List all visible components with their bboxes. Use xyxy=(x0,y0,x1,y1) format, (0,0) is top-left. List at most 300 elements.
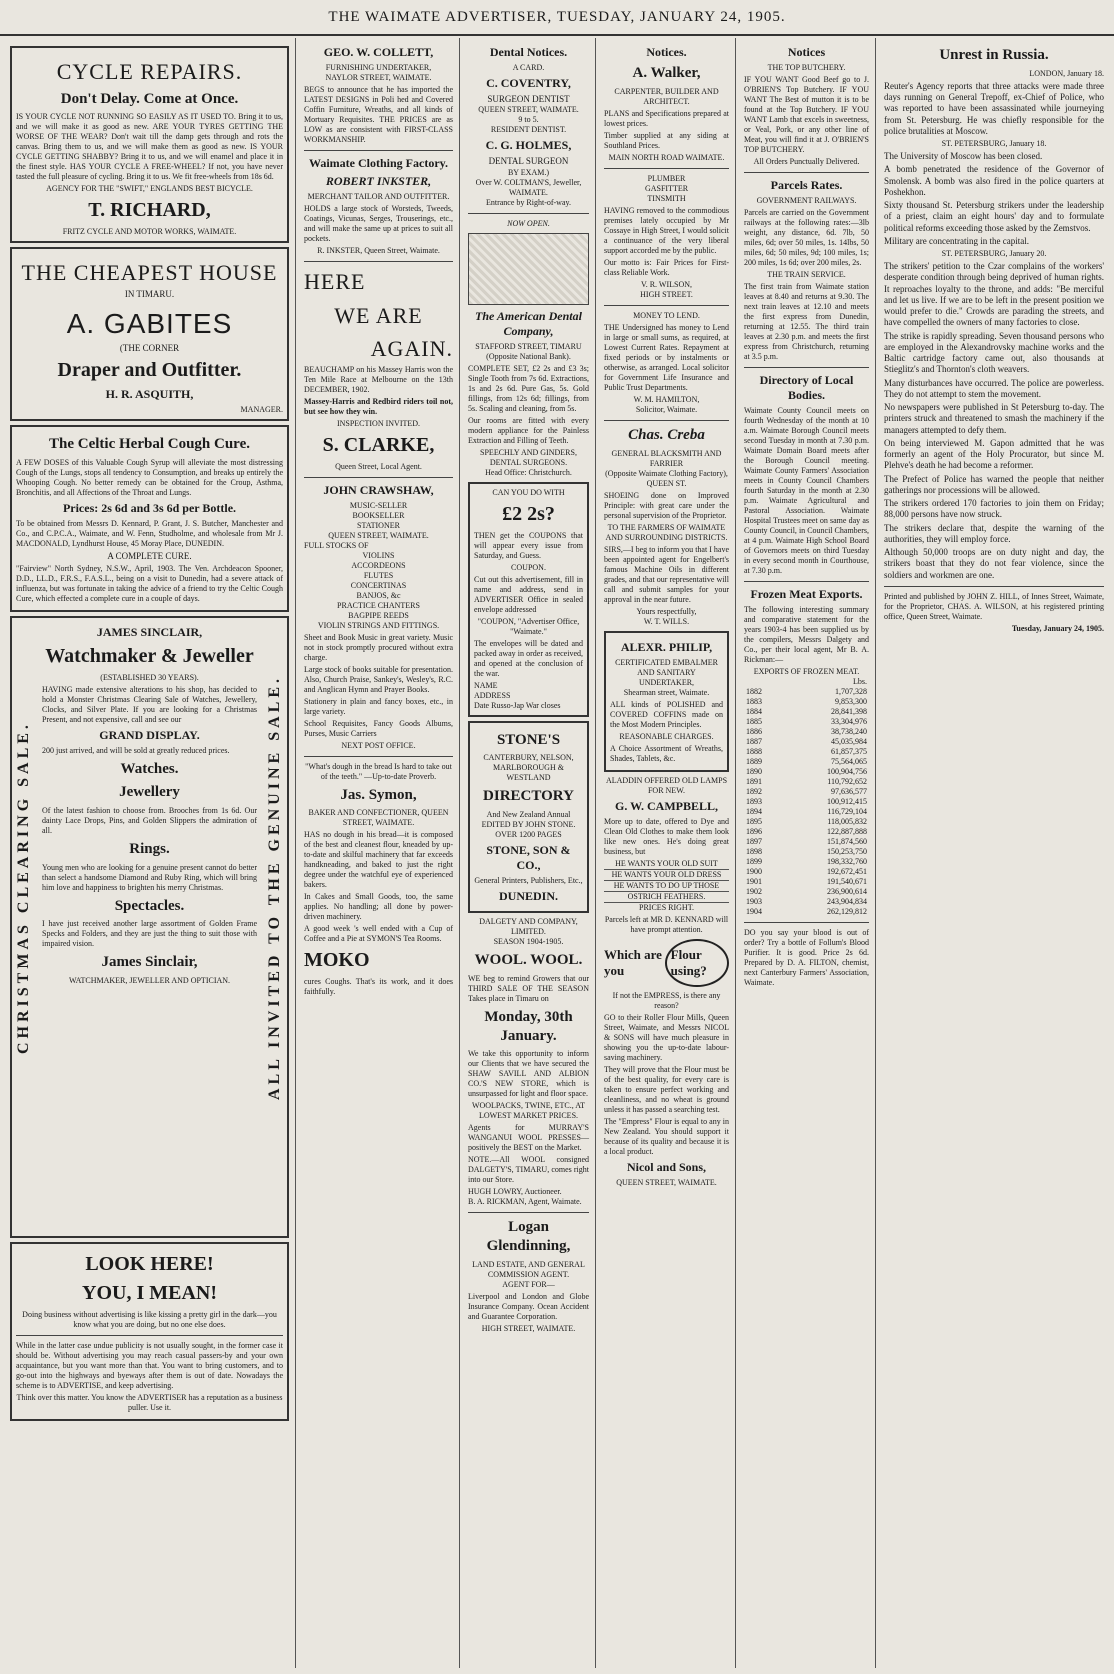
celtic-prices: Prices: 2s 6d and 3s 6d per Bottle. xyxy=(62,501,237,515)
exports-lbs: 243,904,834 xyxy=(827,897,867,906)
hours: 9 to 5. xyxy=(518,115,539,125)
american-rooms: Our rooms are fitted with every modern appliance for the Painless Extraction and Filling of Teeth. xyxy=(468,415,589,445)
exports-lbs: 1,707,328 xyxy=(835,687,867,696)
exports-row xyxy=(744,767,869,777)
a-card: A CARD. xyxy=(512,63,545,72)
exports-lbs: 100,904,756 xyxy=(827,767,867,776)
collett-name: GEO. W. COLLETT, xyxy=(323,45,434,59)
exports-lbs: 110,792,652 xyxy=(827,777,867,786)
entrance: Entrance by Right-of-way. xyxy=(485,197,571,207)
gabites-name: A. GABITES xyxy=(66,308,233,339)
exports-lbs: 116,729,104 xyxy=(827,807,867,816)
campbell-line: HE WANTS YOUR OLD DRESS xyxy=(604,870,729,881)
now-open: NOW OPEN. xyxy=(507,218,550,228)
monday: Monday, 30th January. xyxy=(484,1008,573,1044)
campbell: G. W. CAMPBELL, xyxy=(614,798,719,813)
exports-lbs: 262,129,812 xyxy=(827,907,867,916)
stocks: FULL STOCKS OF xyxy=(304,540,369,550)
coventry-addr: QUEEN STREET, WAIMATE. xyxy=(478,105,579,115)
notices-2: Notices xyxy=(787,45,826,59)
coupon-rules: The envelopes will be dated and packed away in order as received, and opened at the conclusion of the war. xyxy=(474,638,583,678)
stationer: STATIONER xyxy=(357,520,400,530)
coupon-address-field[interactable]: ADDRESS xyxy=(474,690,511,700)
stones-firm: STONE, SON & CO., xyxy=(486,843,571,872)
look-body: Doing business without advertising is like kissing a pretty girl in the dark—you know what you are doing, but no one else does. xyxy=(22,1310,277,1330)
campbell-line: OSTRICH FEATHERS. xyxy=(604,892,729,903)
exports-lbs: 151,874,560 xyxy=(827,837,867,846)
imprint-date: Tuesday, January 24, 1905. xyxy=(1011,623,1104,633)
sinclair-signature: James Sinclair, xyxy=(101,954,198,971)
asquith: H. R. ASQUITH, xyxy=(105,387,194,402)
american-body: COMPLETE SET, £2 2s and £3 3s; Single Tooth from 7s 6d. Extractions, 1s and 2s 6d. Pure Gas, 5s. Gold fillings, from 12s 6d; fillings, from 5s. Scaling and cleaning, from 5s. xyxy=(468,363,589,413)
money: MONEY TO LEND. xyxy=(633,310,700,320)
exports-row xyxy=(744,837,869,847)
stones-dunedin: DUNEDIN. xyxy=(498,889,558,903)
train-service: THE TRAIN SERVICE. xyxy=(767,270,846,279)
exports-year: 1899 xyxy=(746,857,762,866)
strikers: Sixty thousand St. Petersburg strikers under the leadership of a priest, claim an eight hours' day and to formulate political reforms exceeding those asked by the Zemstvos. xyxy=(884,200,1104,233)
exports-lbs: 75,564,065 xyxy=(831,757,867,766)
cycle-agency: AGENCY FOR THE "SWIFT," ENGLANDS BEST BICYCLE. xyxy=(46,184,253,194)
unrest-body: Reuter's Agency reports that three attacks were made three days running on General Trepoff, ex-Chief of Police, who was reported to have been assassinated while journeying from St. Petersburg. He was chiefly responsible for the police brutalities at Moscow. xyxy=(884,80,1104,136)
empress-body: GO to their Roller Flour Mills, Queen Street, Waimate, and Messrs NICOL & SONS will have much pleasure in showing you the up-to-date labour-saving machinery. xyxy=(604,1013,729,1062)
american-dental: The American Dental Company, xyxy=(475,308,582,338)
disturbances: Many disturbances have occurred. The police are powerless. They do not attempt to stem the movement. xyxy=(884,377,1104,399)
timber: Timber supplied at any siding at Southland Prices. xyxy=(604,130,729,150)
wool-body: WE beg to remind Growers that our THIRD SALE OF THE SEASON Takes place in Timaru on xyxy=(468,973,589,1003)
logan-agencies: Liverpool and London and Globe Insurance Company. Ocean Accident and Guarantee Corporation. xyxy=(468,1291,589,1321)
inspection: INSPECTION INVITED. xyxy=(336,418,421,428)
frozen-body: The following interesting summary and comparative statement for the years 1903-4 has been supplied us by the compilers, Messrs Dalgety and Co., per their local agent, Mr B. A. Rickman:— xyxy=(744,605,869,664)
campbell-body: More up to date, offered to Dye and Clean Old Clothes to make them look like new ones. He's doing great business, but xyxy=(604,816,729,856)
exports-year: 1901 xyxy=(746,877,762,886)
sinclair-ad xyxy=(10,616,289,1238)
exports-row xyxy=(744,737,869,747)
exports-year: 1904 xyxy=(746,907,762,916)
top-butchery: THE TOP BUTCHERY. xyxy=(767,63,846,72)
blood-purifier: DO you say your blood is out of order? Try a bottle of Follum's Blood Purifier. It is good. Price 2s 6d. Prepared by D. A. FILTON, chemist, next Canterbury Farmers' Association, Waimate. xyxy=(744,928,869,987)
two-pounds: £2 2s? xyxy=(502,502,555,525)
parcels-rates: Parcels Rates. xyxy=(770,178,843,192)
stones-nz: And New Zealand Annual xyxy=(486,810,571,819)
look-here-ad xyxy=(10,1242,289,1421)
aladdin: ALADDIN OFFERED OLD LAMPS FOR NEW. xyxy=(605,775,728,795)
stones-pages: OVER 1200 PAGES xyxy=(495,830,562,839)
again: AGAIN. xyxy=(370,336,453,361)
gapon: On being interviewed M. Gapon admitted that he was formerly an agent of the Holy Procurator, but since M. Plehve's death he had become a reformer. xyxy=(884,437,1104,471)
collett-trade: FURNISHING UNDERTAKER, xyxy=(325,63,432,72)
creba-addr: (Opposite Waimate Clothing Factory), QUEEN ST. xyxy=(605,468,728,488)
plans: PLANS and Specifications prepared at lowest prices. xyxy=(604,108,729,128)
prices-right: PRICES RIGHT. xyxy=(639,902,694,912)
coupon-date-field[interactable]: Date Russo-Jap War closes xyxy=(474,700,561,710)
dental-surgeon: DENTAL SURGEON xyxy=(488,156,569,167)
celtic-ad xyxy=(10,425,289,612)
prefect: The Prefect of Police has warned the people that neither gatherings nor processions will be allowed. xyxy=(884,473,1104,495)
exports-row xyxy=(744,727,869,737)
sinclair-name: JAMES SINCLAIR, xyxy=(96,625,203,640)
inkster-sub: MERCHANT TAILOR AND OUTFITTER. xyxy=(307,192,450,201)
coupon-name-field[interactable]: NAME xyxy=(474,680,498,690)
stpete-date: ST. PETERSBURG, January 18. xyxy=(941,139,1047,148)
exports-year: 1897 xyxy=(746,837,762,846)
exports-row xyxy=(744,887,869,897)
watches-line: 200 just arrived, and will be sold at greatly reduced prices. xyxy=(42,746,230,756)
think-over: Think over this matter. You know the ADVERTISER has a reputation as a business puller. Use it. xyxy=(16,1393,283,1413)
instrument-item: PRACTICE CHANTERS xyxy=(337,600,420,610)
woolpacks: WOOLPACKS, TWINE, ETC., AT LOWEST MARKET PRICES. xyxy=(471,1101,586,1121)
can-you: CAN YOU DO WITH xyxy=(492,487,565,497)
exports-lbs: 236,900,614 xyxy=(827,887,867,896)
imprint: Printed and published by JOHN Z. HILL, of Innes Street, Waimate, for the Proprietor, CHAS. A. WILSON, at his registered printing office, Queen Street, Waimate. xyxy=(884,591,1104,621)
farmers-body: SIRS,—I beg to inform you that I have been appointed agent for Engelbert's famous Machine Oils in different grades, and that our representative will call and submit samples for your approval in the near future. xyxy=(604,544,729,604)
school: School Requisites, Fancy Goods Albums, Purses, Music Carriers xyxy=(304,718,453,738)
holmes-addr: Over W. COLTMAN'S, Jeweller, WAIMATE. xyxy=(475,177,582,197)
lbs-header: Lbs. xyxy=(853,677,867,686)
gasfitter: GASFITTER xyxy=(644,183,689,193)
coupons: THEN get the COUPONS that will appear every issue from Saturday, and Guess. xyxy=(474,530,583,560)
philip-ad xyxy=(604,631,729,772)
flour-using: Flour using? xyxy=(665,939,729,988)
wool-detail: We take this opportunity to inform our Clients that we have secured the SHAW SAVILL AND ALBION CO.'S NEW STORE, which is unsurpassed for light and floor space. xyxy=(468,1049,589,1099)
empress-prove: They will prove that the Flour must be of the best quality, for every care is taken to ensure perfect working and cleanliness, and no wheat is ground unless it has passed a searching test. xyxy=(604,1065,729,1114)
exports-lbs: 118,005,832 xyxy=(827,817,867,826)
logan-sub: LAND ESTATE, AND GENERAL COMMISSION AGENT. xyxy=(472,1259,585,1279)
spectacles-heading: Spectacles. xyxy=(114,897,185,914)
clothing-factory: Waimate Clothing Factory. xyxy=(309,156,448,170)
motto: Our motto is: Fair Prices for First-class Reliable Work. xyxy=(604,257,729,277)
beauchamp: BEAUCHAMP on his Massey Harris won the Ten Mile Race at Melbourne on the 13th DECEMBER, 1902. xyxy=(304,364,453,394)
instrument-item: CONCERTINAS xyxy=(350,580,407,590)
stones-sub: CANTERBURY, NELSON, MARLBOROUGH & WESTLAND xyxy=(483,753,574,783)
exports-year: 1893 xyxy=(746,797,762,806)
nicol-addr: QUEEN STREET, WAIMATE. xyxy=(616,1178,717,1187)
column-3 xyxy=(462,38,596,1668)
philip-body: ALL kinds of POLISHED and COVERED COFFINS made on the Most Modern Principles. xyxy=(610,699,723,729)
exports-row xyxy=(744,857,869,867)
surgeon-dentist: SURGEON DENTIST xyxy=(487,94,570,104)
cycle-body: IS YOUR CYCLE NOT RUNNING SO EASILY AS IT USED TO. Bring it to us, and we will make it as good as new. ARE YOUR TYRES GETTING THE WORSE OF THE WEAR? Don't wait till the damp gets through and rots the canvas. Bring them to us, and we will make them as good as new. IS YOUR CYCLE GETTING SHABBY? Bring it to us, and we will enamel and place it in the finest style. HAS YOUR CYCLE A FREE-WHEEL? If not, you have never tasted the full pleasure of cycling. Bring it to us. We fit free-wheels from 18s 6d. xyxy=(16,112,283,182)
exports-lbs: 198,332,760 xyxy=(827,857,867,866)
exports-year: 1885 xyxy=(746,717,762,726)
complete-cure: A COMPLETE CURE. xyxy=(107,551,192,561)
manager: MANAGER. xyxy=(240,405,283,415)
creba: Chas. Creba xyxy=(628,426,705,443)
exports-row xyxy=(744,757,869,767)
cheapest-house: THE CHEAPEST HOUSE xyxy=(21,260,278,286)
celtic-body: A FEW DOSES of this Valuable Cough Syrup will alleviate the most distressing Cough of the Lungs, stops all tendency to Consumption, and breaks up entirely the Whooping Cough. No better remedy can be obtained for the Croup, Asthma, Bronchitis, and all Affections of the Throat and Lungs. xyxy=(16,458,283,497)
empress: If not the EMPRESS, is there any reason? xyxy=(612,991,721,1010)
rings-body: Young men who are looking for a genuine present cannot do better than select a handsome Diamond and Ruby Ring, which will bring him love and happiness to brighten his merry Christmas. xyxy=(42,862,257,892)
exports-row xyxy=(744,697,869,707)
murray: Agents for MURRAY'S WANGANUI WOOL PRESSES—positively the BEST on the Market. xyxy=(468,1123,589,1153)
rings-heading: Rings. xyxy=(129,840,170,857)
plumber: PLUMBER xyxy=(647,173,686,183)
gift-books: Large stock of books suitable for presentation. Also, Church Praise, Sankey's, Wesley's, R.C. and Anglican Hymn and Prayer Books. xyxy=(304,664,453,694)
instrument-list xyxy=(304,551,453,631)
instrument-item: VIOLIN STRINGS AND FITTINGS. xyxy=(317,620,440,630)
philip: ALEXR. PHILIP, xyxy=(620,639,713,654)
university: The University of Moscow has been closed. xyxy=(884,151,1043,161)
exports-row xyxy=(744,877,869,887)
philip-trade: CERTIFICATED EMBALMER AND SANITARY UNDERTAKER, xyxy=(615,657,718,687)
stationery: Stationery in plain and fancy boxes, etc., in large variety. xyxy=(304,696,453,716)
inkster-body: HOLDS a large stock of Worsteds, Tweeds, Coatings, Vicunas, Serges, Trouserings, etc., and will make the same up at prices to suit all pockets. xyxy=(304,204,453,243)
instrument-item: FLUTES xyxy=(363,570,394,580)
moko-body: cures Coughs. That's its work, and it does faithfully. xyxy=(304,977,453,997)
celtic-title: The Celtic Herbal Cough Cure. xyxy=(49,436,250,453)
no-papers: No newspapers were published in St Petersburg to-day. The printers struck and threatened to smash the machinery if the managers attempted to defy them. xyxy=(884,402,1104,435)
orders: All Orders Punctually Delivered. xyxy=(753,157,860,166)
inkster-sig: R. INKSTER, Queen Street, Waimate. xyxy=(317,246,440,255)
exports-year: 1884 xyxy=(746,707,762,716)
wreaths: A Choice Assortment of Wreaths, Shades, Tablets, &c. xyxy=(610,743,723,763)
stones-printers: General Printers, Publishers, Etc., xyxy=(474,876,583,885)
wills: W. T. WILLS. xyxy=(643,616,690,626)
exports-year: 1894 xyxy=(746,807,762,816)
money-body: THE Undersigned has money to Lend in large or small sums, as required, at Lowest Current Rates. Repayment at fixed periods or by instalments or otherwise, as arranged. Local solicitor for Government Life Insurance and Public Trust Departments. xyxy=(604,322,729,392)
shoeing: SHOEING done on Improved Principle: with great care under the personal supervision of the Proprietor. xyxy=(604,490,729,520)
american-addr: STAFFORD STREET, TIMARU (Opposite National Bank). xyxy=(475,341,582,361)
proverb: "What's dough in the bread Is hard to take out of the teeth." —Up-to-date Proverb. xyxy=(305,761,452,781)
crawshaw-name: JOHN CRAWSHAW, xyxy=(323,482,434,497)
tinsmith: TINSMITH xyxy=(647,193,686,203)
walker-trade: CARPENTER, BUILDER AND ARCHITECT. xyxy=(614,86,719,106)
coupon-heading: COUPON. xyxy=(511,562,546,572)
rickman: B. A. RICKMAN, Agent, Waimate. xyxy=(468,1197,582,1207)
lowry: HUGH LOWRY, Auctioneer. xyxy=(468,1187,562,1197)
stones-directory: DIRECTORY xyxy=(483,788,574,805)
exports-row xyxy=(744,817,869,827)
coventry-name: C. COVENTRY, xyxy=(486,76,571,90)
crawshaw-addr: QUEEN STREET, WAIMATE. xyxy=(328,530,429,540)
exports-row xyxy=(744,797,869,807)
butchery-body: IF YOU WANT Good Beef go to J. O'BRIEN'S Top Butchery. IF YOU WANT The Best of mutton it is to be found at the Top Butchery. IF YOU WANT Lamb that excels in sweetness, or Veal, Pork, or any other line of Meat, you will find it at J. O'BRIEN'S TOP BUTCHERY. xyxy=(744,75,869,154)
exports-lbs: 97,636,577 xyxy=(831,787,867,796)
exports-lbs: 28,841,398 xyxy=(831,707,867,716)
exports-head: EXPORTS OF FROZEN MEAT. xyxy=(753,667,860,676)
cycle-subtitle: Don't Delay. Come at Once. xyxy=(60,90,239,107)
bomb: A bomb penetrated the residence of the Governor of Smolensk. A bomb was also fired in the police quarters at Poshekhon. xyxy=(884,164,1104,197)
exports-row xyxy=(744,867,869,877)
notices: Notices. xyxy=(646,45,687,59)
campbell-line: HE WANTS TO DO UP THOSE xyxy=(604,881,729,892)
exports-lbs: 33,304,976 xyxy=(831,717,867,726)
exports-year: 1896 xyxy=(746,827,762,836)
sheet-music: Sheet and Book Music in great variety. Music not in stock promptly procured without extra charge. xyxy=(304,632,453,662)
richard-sub: FRITZ CYCLE AND MOTOR WORKS, WAIMATE. xyxy=(62,227,237,237)
parcels-left: Parcels left at MR D. KENNARD will have prompt attention. xyxy=(604,914,729,934)
symon-sub: BAKER AND CONFECTIONER, QUEEN STREET, WAIMATE. xyxy=(308,808,449,828)
column-6 xyxy=(878,38,1110,1668)
massey: Massey-Harris and Redbird riders toil not, but see how they win. xyxy=(304,396,453,416)
dalgety: DALGETY AND COMPANY, LIMITED. xyxy=(479,917,578,936)
masthead: THE WAIMATE ADVERTISER, TUESDAY, JANUARY 24, 1905. xyxy=(0,0,1114,36)
main-north: MAIN NORTH ROAD WAIMATE. xyxy=(608,152,725,162)
exports-year: 1887 xyxy=(746,737,762,746)
exports-year: 1892 xyxy=(746,787,762,796)
wilson-body: HAVING removed to the commodious premises lately occupied by Mr Cossaye in High Street, I would solicit a continuance of the very liberal support accorded me by the public. xyxy=(604,205,729,255)
empress-quote: The "Empress" Flour is equal to any in New Zealand. You should support it because of its quality and because it is a local product. xyxy=(604,1117,729,1156)
good-week: A good week 's well ended with a Cup of Coffee and a Pie at SYMON'S Tea Rooms. xyxy=(304,924,453,944)
exports-year: 1900 xyxy=(746,867,762,876)
jewellery-body: Of the latest fashion to choose from. Brooches from 1s 6d. Our dainty Lace Drops, Pins, and Golden Slippers the admiration of all. xyxy=(42,805,257,835)
exports-lbs: 122,887,888 xyxy=(827,827,867,836)
exports-row xyxy=(744,907,869,917)
solicitor: Solicitor, Waimate. xyxy=(635,404,698,414)
exports-row xyxy=(744,897,869,907)
jewellery-heading: Jewellery xyxy=(119,784,180,800)
instrument-item: ACCORDEONS xyxy=(351,560,406,570)
high-st: HIGH STREET, WAIMATE. xyxy=(481,1323,576,1333)
exports-year: 1902 xyxy=(746,887,762,896)
exports-row xyxy=(744,787,869,797)
exports-lbs: 45,035,984 xyxy=(831,737,867,746)
stones: STONE'S xyxy=(496,731,561,748)
yours: Yours respectfully, xyxy=(636,606,697,616)
exports-year: 1890 xyxy=(746,767,762,776)
strikers-meet: The strikers ordered 170 factories to join them on Friday; 88,000 persons have now struck. xyxy=(884,498,1104,520)
wool: WOOL. WOOL. xyxy=(474,952,583,968)
collett-body: BEGS to announce that he has imported the LATEST DESIGNS in Poli hed and Covered Coffin Furniture, Wreaths, and all kinds of Mortuary Requisites. THE PRICES are as LOW as are consistent with FIRST-CLASS WORKMANSHIP. xyxy=(304,85,453,144)
symon-body: HAS no dough in his bread—it is composed of the best and cleanest flour, kneaded by up-to-date and skilful machinery that far exceeds handkneading, and baked to just the right degree under the watchful eye of experienced bakers. xyxy=(304,830,453,890)
coupon-addr: "COUPON, "Advertiser Office, "Waimate." xyxy=(477,616,580,636)
walker: A. Walker, xyxy=(632,65,701,81)
sinclair-sig-sub: WATCHMAKER, JEWELLER AND OPTICIAN. xyxy=(68,976,231,985)
exports-row xyxy=(744,717,869,727)
london-date: LONDON, January 18. xyxy=(1029,68,1104,78)
flour-banner xyxy=(604,939,729,988)
sinclair-trade: Watchmaker & Jeweller xyxy=(45,645,254,668)
grand-display: GRAND DISPLAY. xyxy=(99,728,200,743)
exports-lbs: 191,540,671 xyxy=(827,877,867,886)
hamilton: W. M. HAMILTON, xyxy=(633,394,700,404)
parcels-body: Parcels are carried on the Government railways at the following rates:—3lb weight, any distance, 6d. 7lb, 50 miles, 6d; over 50 miles, 1s. 14lbs, 50 miles, 6d; 50 miles, 9d; 100 miles, 1s; 200 miles, 1s 6d; over 200 miles, 2s. xyxy=(744,208,869,267)
spreading: The strike is rapidly spreading. Seven thousand persons who are employed in the Alexandrovsky machine works and the Baltic cartridge factory came out, also thousands at Stieglitz's and Thornton's cloth weavers. xyxy=(884,330,1104,375)
cycle-repairs-ad xyxy=(10,46,289,243)
timaru: IN TIMARU. xyxy=(124,288,175,299)
inkster-name: ROBERT INKSTER, xyxy=(325,174,432,188)
exports-row xyxy=(744,827,869,837)
military: Military are concentrating in the capital. xyxy=(884,235,1029,246)
creba-trade: GENERAL BLACKSMITH AND FARRIER xyxy=(611,448,722,468)
sinclair-intro: HAVING made extensive alterations to his shop, has decided to hold a Monster Christmas Clearing Sale of Watches, Jewellery, Clocks, and Silver Plate. If you are looking for a Christmas Present, and not expensive, call and see our xyxy=(42,685,257,725)
stpete-date-2: ST. PETERSBURG, January 20. xyxy=(941,249,1047,258)
exports-year: 1882 xyxy=(746,687,762,696)
look-here: LOOK HERE! xyxy=(85,1253,214,1276)
reasonable: REASONABLE CHARGES. xyxy=(619,731,714,741)
music-seller: MUSIC-SELLER xyxy=(349,500,408,510)
exports-table xyxy=(744,677,869,917)
wilson-addr: HIGH STREET. xyxy=(640,289,693,299)
note: NOTE.—All WOOL consigned DALGETY'S, TIMARU, comes right into our Store. xyxy=(468,1155,589,1185)
symon-name: Jas. Symon, xyxy=(340,786,417,803)
here: HERE xyxy=(304,269,366,294)
cure-body: "Fairview" North Sydney, N.S.W., April, 1903. The Ven. Archdeacon Spooner, D.D., LL.D., F.R.S., F.A.S.L., being on a visit to Dunedin, had a severe attack of influenza, but was fortunate in taking the advice of a friend to try the Celtic Cough Cure, which effected a complete cure in a couple of days. xyxy=(16,564,283,604)
delayed: The strikers declare that, despite the warning of the authorities, they will employ force. xyxy=(884,522,1104,544)
exports-row xyxy=(744,847,869,857)
exports-lbs: 61,857,375 xyxy=(831,747,867,756)
instrument-item: VIOLINS xyxy=(362,550,395,560)
unrest-title: Unrest in Russia. xyxy=(939,47,1049,63)
dental-illustration xyxy=(468,233,589,305)
you-i-mean: YOU, I MEAN! xyxy=(82,1282,217,1305)
head-office: Head Office: Christchurch. xyxy=(485,467,572,477)
column-4 xyxy=(598,38,736,1668)
by-exam: BY EXAM.) xyxy=(507,167,550,177)
post-office: NEXT POST OFFICE. xyxy=(341,740,416,750)
exports-year: 1888 xyxy=(746,747,762,756)
exports-lbs: 9,853,300 xyxy=(835,697,867,706)
train-body: The first train from Waimate station leaves at 8.40 and returns at 9.30. The next train leaves at 12.10 and meets the first express from Dunedin, returning at 12.55. The third train leaves at 2.30 p.m. and meets the first express from Christchurch, returning at 3.5 p.m. xyxy=(744,282,869,361)
stones-edited: EDITED BY JOHN STONE. xyxy=(481,820,576,829)
stones-ad xyxy=(468,721,589,914)
established: (ESTABLISHED 30 YEARS). xyxy=(100,673,199,683)
farmers: TO THE FARMERS OF WAIMATE AND SURROUNDING DISTRICTS. xyxy=(605,522,728,542)
cycle-title: CYCLE REPAIRS. xyxy=(56,59,243,84)
draper: Draper and Outfitter. xyxy=(57,359,242,382)
dental-notices: Dental Notices. xyxy=(489,45,568,59)
exports-year: 1891 xyxy=(746,777,762,786)
exports-lbs: 192,672,451 xyxy=(827,867,867,876)
directory-body: Waimate County Council meets on fourth Wednesday of the month at 10 a.m. Waimate Borough Council meets second Tuesday in month at 7.30 p.m. Waimate Domain Board meets after the Borough Council meeting. Waimate County Farmers' Association meets in County Council Chambers fourth Saturday in the month at 2.30 p.m. Waimate Agricultural and Pastoral Association. Waimate Hospital Trustees meet on same day as County Council, in Council Chambers, at 4 p.m. Waimate High School Board of Governors meets on third Tuesday in every second month in Courthouse, at 7.30 p.m. xyxy=(744,406,869,575)
exports-year: 1898 xyxy=(746,847,762,856)
philip-addr: Shearman street, Waimate. xyxy=(623,687,710,697)
column-1 xyxy=(4,38,296,1668)
petition: The strikers' petition to the Czar complains of the workers' desperate condition through being deprived of human rights. It reproaches loyalty to the throne, and adds: "Be merciful and let us live. If we are to be left in the present position we would prefer to die." Crowds are parading the streets, and have compelled the owners of many factories to close. xyxy=(884,261,1104,328)
cakes: In Cakes and Small Goods, too, the same applies. No handling; all done by power-driven machinery. xyxy=(304,892,453,922)
exports-year: 1889 xyxy=(746,757,762,766)
exports-row xyxy=(744,777,869,787)
logan: Logan Glendinning, xyxy=(486,1219,571,1254)
exports-year: 1903 xyxy=(746,897,762,906)
collett-addr: NAYLOR STREET, WAIMATE. xyxy=(325,73,432,82)
holmes-name: C. G. HOLMES, xyxy=(485,138,572,153)
instrument-item: BAGPIPE REEDS xyxy=(348,610,409,620)
nicol: Nicol and Sons, xyxy=(626,1160,707,1174)
gabites-ad xyxy=(10,247,289,421)
corner: (THE CORNER xyxy=(119,343,180,353)
vertical-left-banner: CHRISTMAS CLEARING SALE. xyxy=(15,721,32,1055)
exports-lbs: 38,738,240 xyxy=(831,727,867,736)
frozen-meat: Frozen Meat Exports. xyxy=(750,587,863,601)
column-5 xyxy=(738,38,876,1668)
exports-year: 1886 xyxy=(746,727,762,736)
exports-year: 1883 xyxy=(746,697,762,706)
resident: RESIDENT DENTIST. xyxy=(490,125,567,135)
celtic-agents: To be obtained from Messrs D. Kennard, P. Grant, J. S. Butcher, Manchester and Co., and C.P.C.A., Waimate, and W. Fenn, Studholme, and wholesale from Mr J. MACDONALD, Lyndhurst House, 45 Moray Place, DUNEDIN. xyxy=(16,519,283,548)
agent-for: AGENT FOR— xyxy=(502,1279,555,1289)
instrument-item: BANJOS, &c xyxy=(356,590,401,600)
gov-rail: GOVERNMENT RAILWAYS. xyxy=(756,196,857,205)
clarke-name: S. CLARKE, xyxy=(322,433,435,456)
troops: Although 50,000 troops are on duty night and day, the strikers boast that they do not fear violence, since the soldiers and workmen are one. xyxy=(884,547,1104,580)
campbell-lines xyxy=(604,859,729,903)
clarke-addr: Queen Street, Local Agent. xyxy=(335,461,422,471)
watches-heading: Watches. xyxy=(120,761,179,778)
exports-year: 1895 xyxy=(746,817,762,826)
moko: MOKO xyxy=(304,949,370,972)
exports-row xyxy=(744,687,869,697)
directory-local: Directory of Local Bodies. xyxy=(759,373,854,402)
exports-lbs: 100,912,415 xyxy=(827,797,867,806)
exports-lbs: 150,253,750 xyxy=(827,847,867,856)
which-are-you: Which are you xyxy=(604,946,662,978)
spectacles-body: I have just received another large assortment of Golden Frame Specks and Folders, and they are just the thing to suit those with impaired vision. xyxy=(42,919,257,949)
richard-name: T. RICHARD, xyxy=(88,199,211,222)
season: SEASON 1904-1905. xyxy=(493,937,564,946)
wilson: V. R. WILSON, xyxy=(640,279,693,289)
